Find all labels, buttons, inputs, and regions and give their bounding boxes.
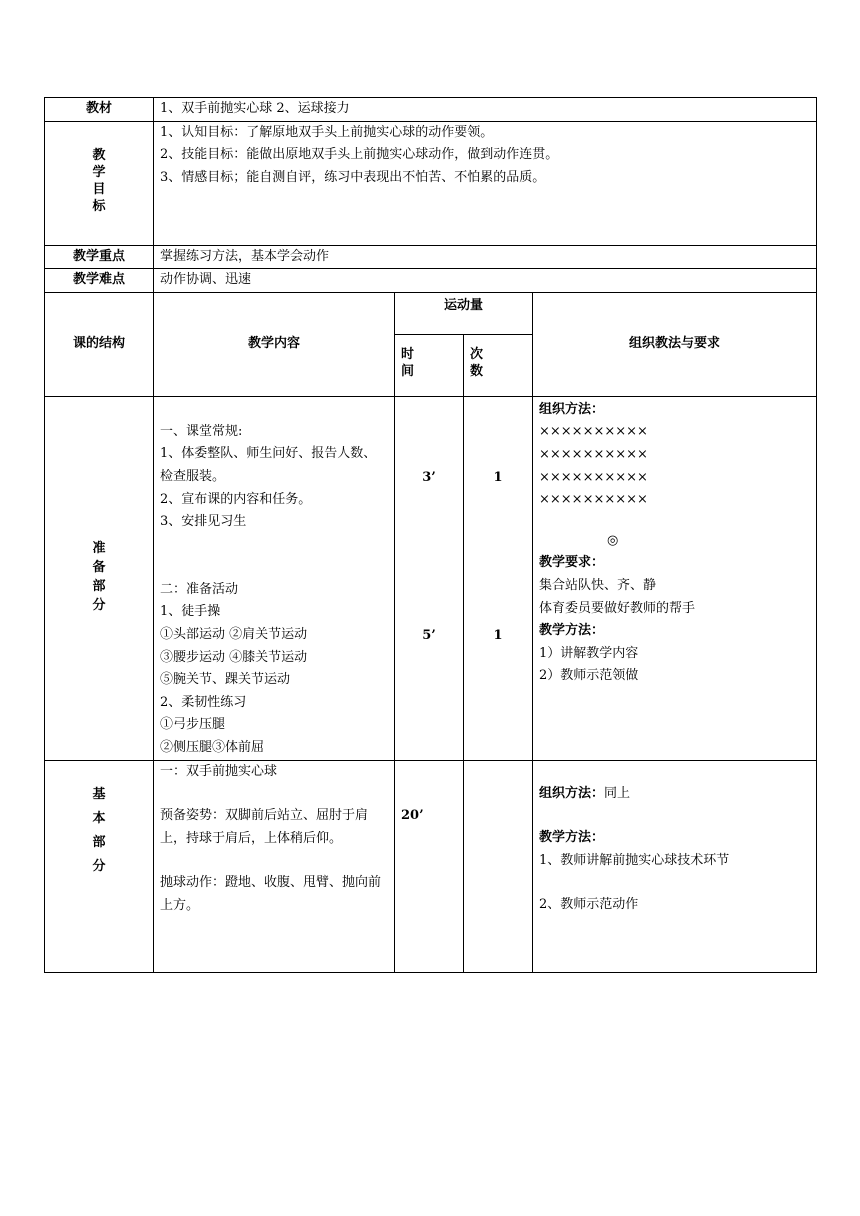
prep-line: 3、安排见习生: [160, 514, 247, 530]
prep-count-a: 1: [493, 469, 503, 485]
basic-title: 一：双手前抛实心球: [160, 763, 278, 779]
basic-count: [464, 760, 533, 972]
prep-req-item: 体育委员要做好教师的帮手: [539, 600, 696, 616]
time-header-text: 时间: [401, 347, 415, 380]
prep-count-b: 1: [493, 628, 503, 644]
prep-line: ③腰步运动 ④膝关节运动: [160, 649, 308, 665]
material-row: [45, 98, 817, 122]
prep-line: ①弓步压腿: [160, 717, 226, 733]
basic-content: [154, 760, 395, 972]
prep-row: [45, 396, 817, 760]
focus-label: 教学重点: [45, 245, 154, 269]
prep-line: ⑤腕关节、踝关节运动: [160, 672, 291, 688]
load-header: 运动量: [395, 292, 533, 334]
goals-cell: [154, 121, 817, 245]
formation-row: ××××××××××: [539, 424, 648, 440]
difficulty-row: [45, 269, 817, 293]
material-value: 1、双手前抛实心球 2、运球接力: [154, 98, 817, 122]
formation-row: ××××××××××: [539, 492, 648, 508]
basic-p2: 抛球动作：蹬地、收腹、甩臂、抛向前上方。: [160, 875, 382, 913]
basic-method-label: 教学方法：: [539, 830, 605, 846]
prep-org-label: 组织方法：: [539, 401, 605, 417]
goal-item: 2、技能目标：能做出原地双手头上前抛实心球动作，做到动作连贯。: [160, 147, 559, 163]
basic-method-item: 1、教师讲解前抛实心球技术环节: [539, 852, 730, 868]
prep-content: [154, 396, 395, 760]
prep-org-cell: [533, 396, 817, 760]
goals-label-text: 教学目标: [92, 148, 106, 215]
time-header: [395, 334, 464, 396]
basic-method-item: 2、教师示范动作: [539, 897, 639, 913]
basic-row: [45, 760, 817, 972]
goals-row: [45, 121, 817, 245]
goal-item: 3、情感目标；能自测自评，练习中表现出不怕苦、不怕累的品质。: [160, 169, 546, 185]
prep-time-b: 5’: [422, 628, 436, 644]
prep-count-cell: [464, 396, 533, 760]
prep-req-item: 集合站队快、齐、静: [539, 577, 657, 593]
prep-label: [45, 396, 154, 760]
difficulty-label: 教学难点: [45, 269, 154, 293]
prep-line: 2、柔韧性练习: [160, 694, 247, 710]
prep-label-text: 准备部分: [92, 540, 106, 613]
difficulty-value: 动作协调、迅速: [154, 269, 817, 293]
goals-label: [45, 121, 154, 245]
prep-line: ②侧压腿③体前屈: [160, 739, 265, 755]
basic-time-value: 20’: [401, 807, 424, 823]
prep-req-label: 教学要求：: [539, 555, 605, 571]
content-header: 教学内容: [154, 292, 395, 396]
basic-time: [395, 760, 464, 972]
header-row-1: [45, 292, 817, 334]
prep-line: ①头部运动 ②肩关节运动: [160, 626, 308, 642]
prep-method-item: 1）讲解教学内容: [539, 645, 639, 661]
basic-label: [45, 760, 154, 972]
prep-method-label: 教学方法：: [539, 623, 605, 639]
structure-header: 课的结构: [45, 292, 154, 396]
prep-time-cell: [395, 396, 464, 760]
prep-line: 一、课堂常规:: [160, 423, 243, 439]
count-header: [464, 334, 533, 396]
formation-row: ××××××××××: [539, 469, 648, 485]
material-label: 教材: [45, 98, 154, 122]
focus-row: [45, 245, 817, 269]
prep-line: 1、徒手操: [160, 604, 221, 620]
goal-item: 1、认知目标：了解原地双手头上前抛实心球的动作要领。: [160, 124, 494, 140]
basic-org-cell: [533, 760, 817, 972]
org-header: 组织教法与要求: [533, 292, 817, 396]
teacher-symbol: ◎: [607, 532, 619, 548]
basic-label-text: 基本部分: [92, 786, 106, 874]
prep-method-item: 2）教师示范领做: [539, 668, 639, 684]
prep-line: 1、体委整队、师生问好、报告人数、检查服装。: [160, 446, 377, 484]
count-header-text: 次数: [470, 347, 484, 380]
basic-org-value: 同上: [604, 785, 631, 801]
prep-line: 二：准备活动: [160, 581, 239, 597]
basic-org-label: 组织方法：: [539, 785, 605, 801]
basic-p1: 预备姿势：双脚前后站立、屈肘于肩上，持球于肩后，上体稍后仰。: [160, 808, 369, 846]
prep-line: 2、宣布课的内容和任务。: [160, 491, 312, 507]
formation-row: ××××××××××: [539, 446, 648, 462]
lesson-plan-table: [44, 97, 817, 973]
prep-time-a: 3’: [422, 469, 436, 485]
lesson-plan: [44, 97, 816, 973]
focus-value: 掌握练习方法，基本学会动作: [154, 245, 817, 269]
